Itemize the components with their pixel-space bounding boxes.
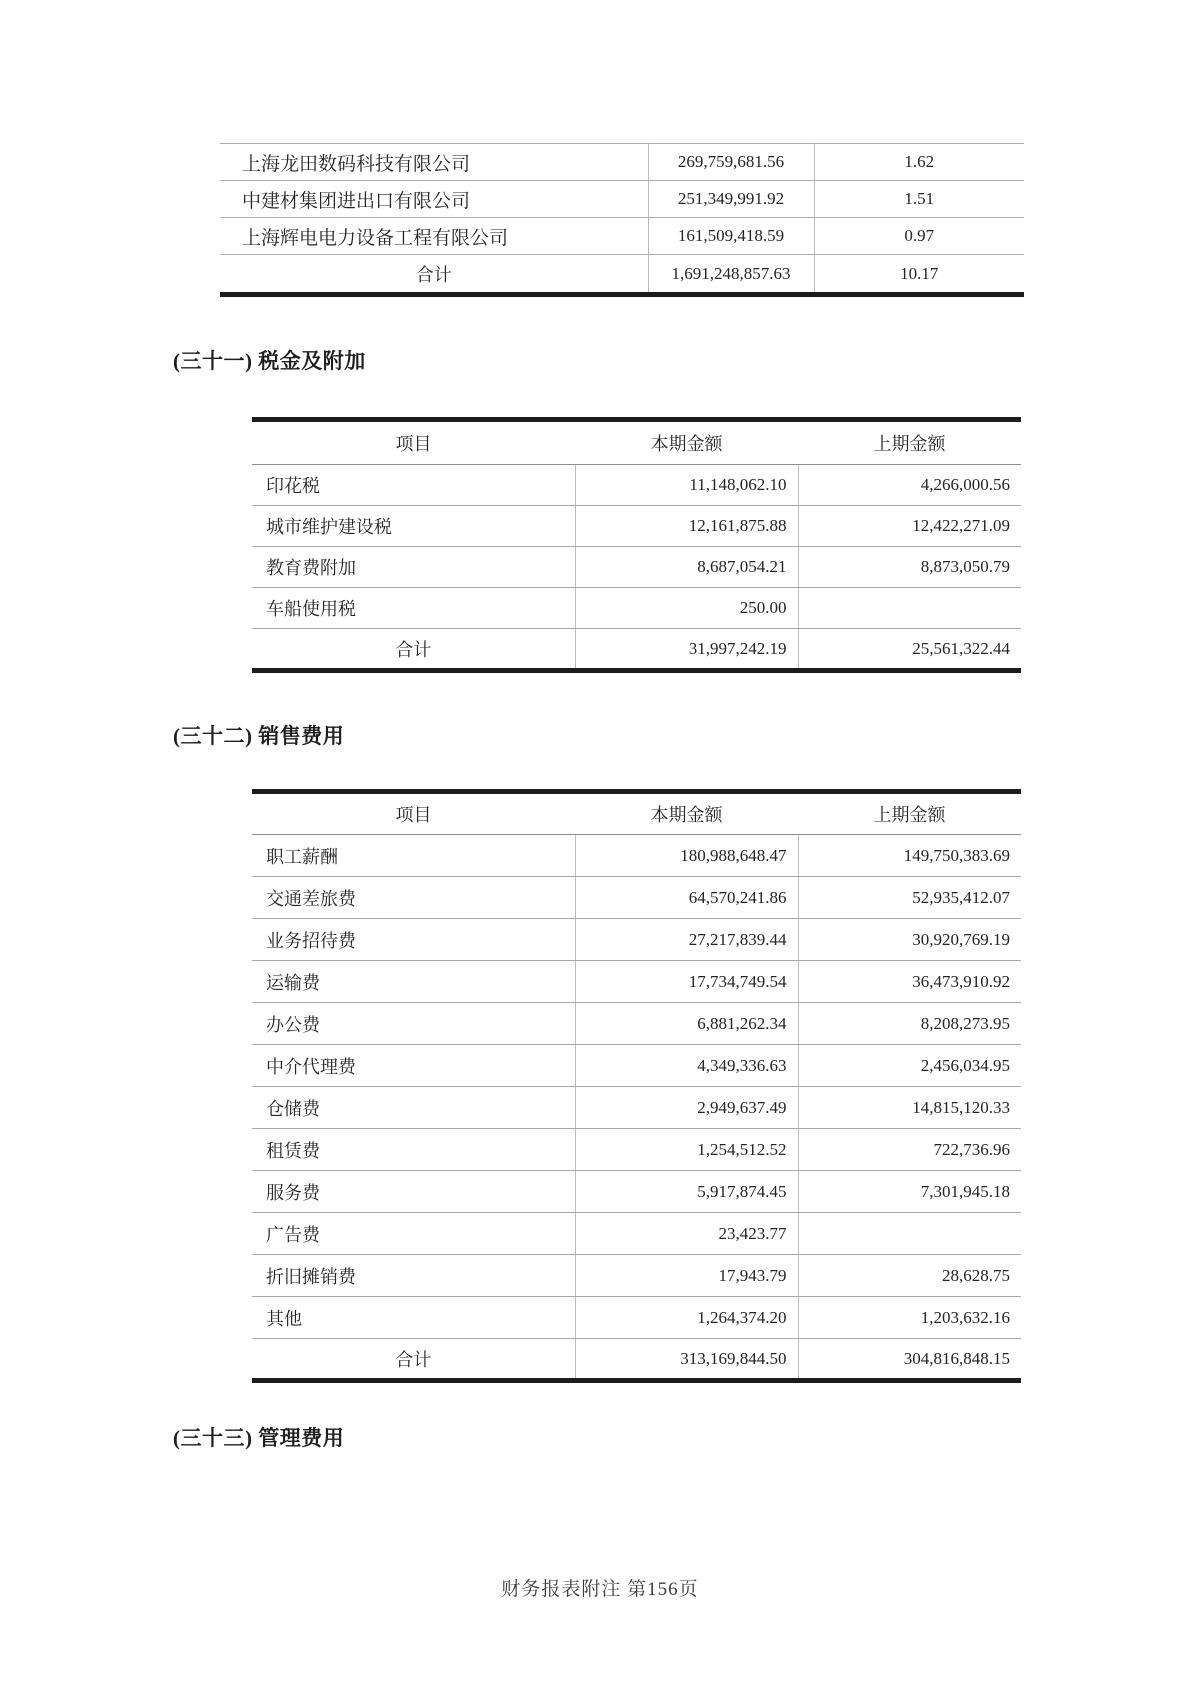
item-label: 交通差旅费 <box>252 877 575 919</box>
prior-amount: 8,208,273.95 <box>798 1003 1021 1045</box>
prior-amount: 14,815,120.33 <box>798 1087 1021 1129</box>
prior-amount: 1,203,632.16 <box>798 1297 1021 1339</box>
table-row <box>252 835 1021 877</box>
total-current: 31,997,242.19 <box>575 629 798 671</box>
prior-amount: 2,456,034.95 <box>798 1045 1021 1087</box>
table-row <box>252 1087 1021 1129</box>
ratio-value: 1.51 <box>814 181 1024 218</box>
total-prior: 304,816,848.15 <box>798 1339 1021 1381</box>
item-label: 广告费 <box>252 1213 575 1255</box>
column-header-prior: 上期金额 <box>798 792 1021 835</box>
current-amount: 1,254,512.52 <box>575 1129 798 1171</box>
current-amount: 2,949,637.49 <box>575 1087 798 1129</box>
company-name: 上海龙田数码科技有限公司 <box>220 144 648 181</box>
total-row <box>252 1339 1021 1381</box>
current-amount: 4,349,336.63 <box>575 1045 798 1087</box>
current-amount: 12,161,875.88 <box>575 506 798 547</box>
table-row <box>252 1255 1021 1297</box>
table-row <box>252 1171 1021 1213</box>
prior-amount: 722,736.96 <box>798 1129 1021 1171</box>
item-label: 职工薪酬 <box>252 835 575 877</box>
item-label: 办公费 <box>252 1003 575 1045</box>
prior-amount: 28,628.75 <box>798 1255 1021 1297</box>
table-row <box>252 1129 1021 1171</box>
item-label: 印花税 <box>252 465 575 506</box>
prior-amount: 52,935,412.07 <box>798 877 1021 919</box>
total-label: 合计 <box>252 1339 575 1381</box>
section-33-heading: (三十三) 管理费用 <box>173 1426 345 1450</box>
total-ratio: 10.17 <box>814 255 1024 295</box>
item-label: 业务招待费 <box>252 919 575 961</box>
table-row <box>252 1297 1021 1339</box>
current-amount: 17,943.79 <box>575 1255 798 1297</box>
current-amount: 17,734,749.54 <box>575 961 798 1003</box>
total-row <box>220 255 1024 295</box>
table-row <box>252 465 1021 506</box>
prior-amount: 149,750,383.69 <box>798 835 1021 877</box>
page-footer: 财务报表附注 第156页 <box>501 1579 699 1600</box>
prior-amount: 7,301,945.18 <box>798 1171 1021 1213</box>
item-label: 其他 <box>252 1297 575 1339</box>
current-amount: 27,217,839.44 <box>575 919 798 961</box>
table-row <box>252 1045 1021 1087</box>
prior-amount: 36,473,910.92 <box>798 961 1021 1003</box>
item-label: 车船使用税 <box>252 588 575 629</box>
item-label: 仓储费 <box>252 1087 575 1129</box>
ratio-value: 0.97 <box>814 218 1024 255</box>
prior-amount: 12,422,271.09 <box>798 506 1021 547</box>
table-row <box>220 218 1024 255</box>
ratio-value: 1.62 <box>814 144 1024 181</box>
table-row <box>252 588 1021 629</box>
header-row <box>252 792 1021 835</box>
header-row <box>252 420 1021 465</box>
table-row <box>252 547 1021 588</box>
item-label: 教育费附加 <box>252 547 575 588</box>
total-prior: 25,561,322.44 <box>798 629 1021 671</box>
total-label: 合计 <box>220 255 648 295</box>
current-amount: 11,148,062.10 <box>575 465 798 506</box>
column-header-item: 项目 <box>252 420 575 465</box>
item-label: 折旧摊销费 <box>252 1255 575 1297</box>
column-header-current: 本期金额 <box>575 420 798 465</box>
current-amount: 5,917,874.45 <box>575 1171 798 1213</box>
selling-expense-table <box>252 789 1021 1383</box>
prior-amount: 30,920,769.19 <box>798 919 1021 961</box>
column-header-item: 项目 <box>252 792 575 835</box>
total-current: 313,169,844.50 <box>575 1339 798 1381</box>
table-row <box>252 919 1021 961</box>
table-row <box>220 181 1024 218</box>
table-row <box>252 961 1021 1003</box>
current-amount: 64,570,241.86 <box>575 877 798 919</box>
prior-amount <box>798 588 1021 629</box>
current-amount: 180,988,648.47 <box>575 835 798 877</box>
table-row <box>252 1003 1021 1045</box>
item-label: 城市维护建设税 <box>252 506 575 547</box>
item-label: 租赁费 <box>252 1129 575 1171</box>
item-label: 中介代理费 <box>252 1045 575 1087</box>
item-label: 运输费 <box>252 961 575 1003</box>
column-header-current: 本期金额 <box>575 792 798 835</box>
company-name: 上海辉电电力设备工程有限公司 <box>220 218 648 255</box>
current-amount: 250.00 <box>575 588 798 629</box>
total-amount: 1,691,248,857.63 <box>648 255 814 295</box>
section-31-heading: (三十一) 税金及附加 <box>173 349 366 373</box>
current-amount: 1,264,374.20 <box>575 1297 798 1339</box>
table-row <box>252 506 1021 547</box>
total-label: 合计 <box>252 629 575 671</box>
item-label: 服务费 <box>252 1171 575 1213</box>
current-amount: 8,687,054.21 <box>575 547 798 588</box>
prior-amount: 8,873,050.79 <box>798 547 1021 588</box>
prior-amount <box>798 1213 1021 1255</box>
amount-value: 161,509,418.59 <box>648 218 814 255</box>
table-row <box>220 144 1024 181</box>
total-row <box>252 629 1021 671</box>
tax-surcharge-table <box>252 417 1021 673</box>
company-amount-table <box>220 143 1024 297</box>
amount-value: 251,349,991.92 <box>648 181 814 218</box>
prior-amount: 4,266,000.56 <box>798 465 1021 506</box>
amount-value: 269,759,681.56 <box>648 144 814 181</box>
current-amount: 23,423.77 <box>575 1213 798 1255</box>
company-name: 中建材集团进出口有限公司 <box>220 181 648 218</box>
current-amount: 6,881,262.34 <box>575 1003 798 1045</box>
column-header-prior: 上期金额 <box>798 420 1021 465</box>
table-row <box>252 877 1021 919</box>
section-32-heading: (三十二) 销售费用 <box>173 724 345 748</box>
table-row <box>252 1213 1021 1255</box>
